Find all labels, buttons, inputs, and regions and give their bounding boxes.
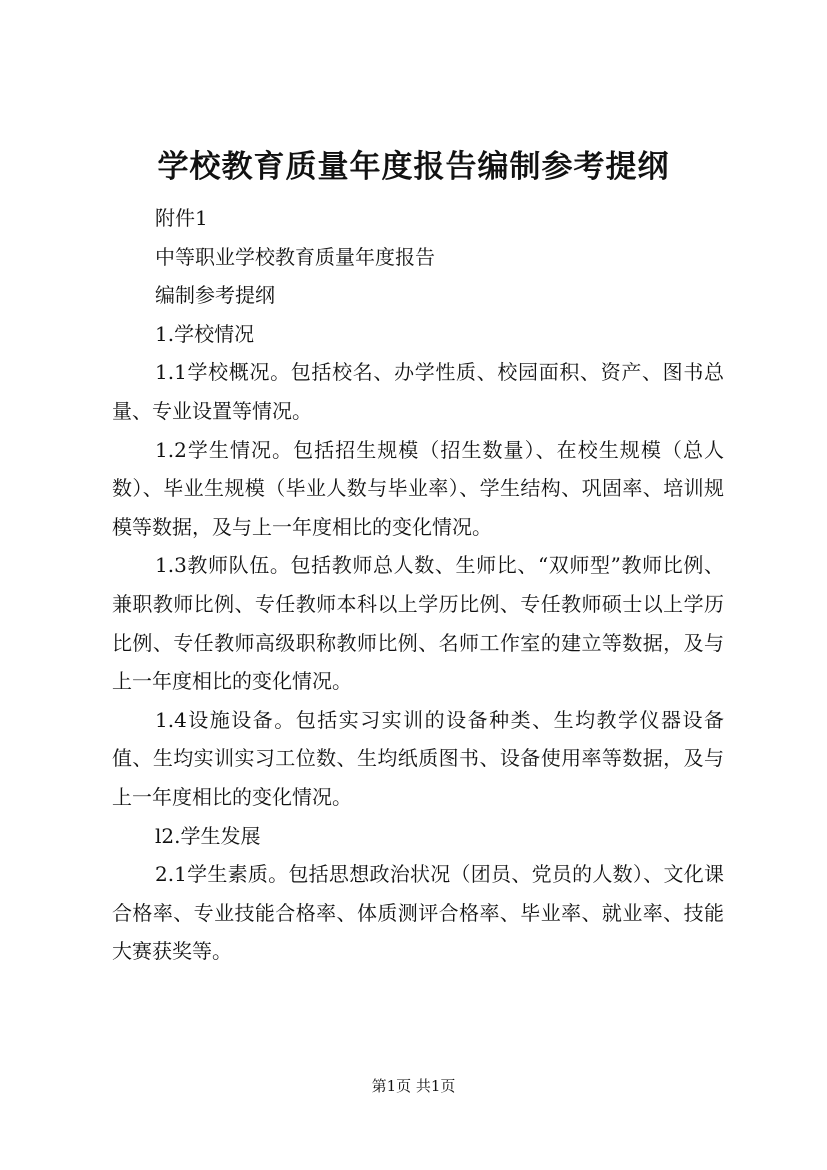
paragraph-school-overview: 1.1学校概况。包括校名、办学性质、校园面积、资产、图书总量、专业设置等情况。: [112, 360, 724, 423]
document-title: 学校教育质量年度报告编制参考提纲: [157, 149, 670, 185]
paragraph-teacher-team: 1.3教师队伍。包括教师总人数、生师比、“双师型”教师比例、兼职教师比例、专任教师本科以上学历比例、专任教师硕士以上学历比例、专任教师高级职称教师比例、名师工作室的建立等数据，及与上一年度相比的变化情况。: [112, 553, 724, 694]
section-heading-school: 1.学校情况: [155, 321, 255, 346]
paragraph-facilities: 1.4设施设备。包括实习实训的设备种类、生均教学仪器设备值、生均实训实习工位数、生均纸质图书、设备使用率等数据，及与上一年度相比的变化情况。: [112, 707, 724, 809]
section-heading-student-development: l2.学生发展: [155, 823, 261, 848]
paragraph-student-status: 1.2学生情况。包括招生规模（招生数量）、在校生规模（总人数）、毕业生规模（毕业人数与毕业率）、学生结构、巩固率、培训规模等数据，及与上一年度相比的变化情况。: [112, 437, 724, 539]
document-body: [112, 199, 724, 971]
paragraph-attachment-label: 附件1: [155, 206, 208, 230]
page-footer: 第1页 共1页: [371, 1077, 456, 1095]
paragraph-outline-label: 编制参考提纲: [155, 283, 275, 308]
paragraph-report-name: 中等职业学校教育质量年度报告: [155, 244, 435, 269]
paragraph-student-quality: 2.1学生素质。包括思想政治状况（团员、党员的人数）、文化课合格率、专业技能合格率、体质测评合格率、毕业率、就业率、技能大赛获奖等。: [112, 862, 724, 964]
